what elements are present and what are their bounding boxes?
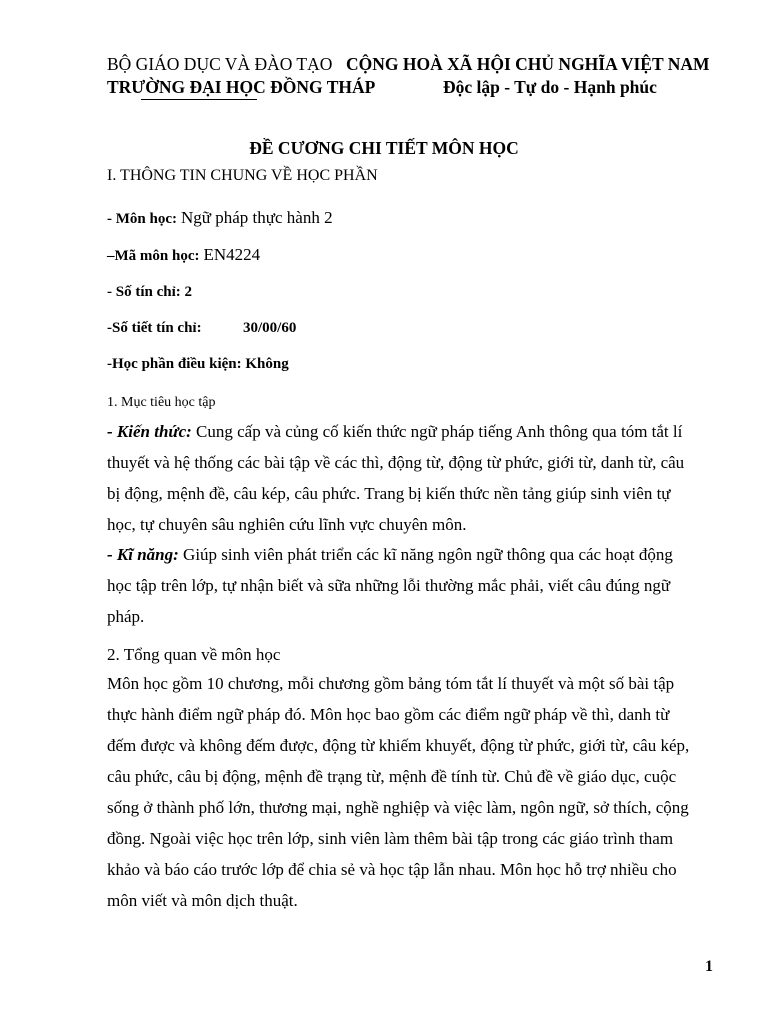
overview-line: khảo và báo cáo trước lớp để chia sẻ và học tập lẫn nhau. Môn học hỗ trợ nhiều cho bbox=[107, 860, 677, 879]
skills-line: pháp. bbox=[107, 607, 145, 626]
country-name: CỘNG HOÀ XÃ HỘI CHỦ NGHĨA VIỆT NAM bbox=[346, 54, 710, 74]
knowledge-line: thuyết và hệ thống các bài tập về các thì, động từ, động từ phức, giới từ, danh từ, câu bbox=[107, 453, 685, 472]
skills-line: - Kĩ năng: Giúp sinh viên phát triển các kĩ năng ngôn ngữ thông qua các hoạt động bbox=[107, 545, 673, 564]
subject-row bbox=[107, 208, 333, 228]
overview-line: môn viết và môn dịch thuật. bbox=[107, 891, 298, 910]
knowledge-label: - Kiến thức: bbox=[107, 422, 192, 441]
periods-value: 30/00/60 bbox=[243, 320, 297, 336]
national-motto: Độc lập - Tự do - Hạnh phúc bbox=[443, 77, 657, 97]
document-title: ĐỀ CƯƠNG CHI TIẾT MÔN HỌC bbox=[249, 138, 519, 158]
overview-line: thực hành điểm ngữ pháp đó. Môn học bao gồm các điểm ngữ pháp về thì, danh từ bbox=[107, 705, 670, 724]
overview-line: câu phức, câu bị động, mệnh đề trạng từ, mệnh đề tính từ. Chủ đề về giáo dục, cuộc bbox=[107, 767, 677, 786]
objectives-heading: 1. Mục tiêu học tập bbox=[107, 395, 216, 410]
header-underline bbox=[141, 99, 257, 100]
overview-line: đếm được và không đếm được, động từ khiếm khuyết, động từ phức, giới từ, câu kép, bbox=[107, 736, 690, 755]
course-code-row bbox=[107, 245, 260, 265]
course-code-label: –Mã môn học: bbox=[107, 248, 200, 264]
page-number: 1 bbox=[705, 958, 713, 975]
university-name: TRƯỜNG ĐẠI HỌC ĐỒNG THÁP bbox=[107, 77, 376, 97]
knowledge-line: - Kiến thức: Cung cấp và củng cố kiến thức ngữ pháp tiếng Anh thông qua tóm tắt lí bbox=[107, 422, 683, 441]
course-code-value: EN4224 bbox=[203, 245, 261, 264]
skills-label: - Kĩ năng: bbox=[107, 545, 179, 564]
ministry-name: BỘ GIÁO DỤC VÀ ĐÀO TẠO bbox=[107, 54, 333, 74]
knowledge-paragraph bbox=[107, 416, 717, 540]
prerequisite: -Học phần điều kiện: Không bbox=[107, 356, 289, 372]
knowledge-line: bị động, mệnh đề, câu kép, câu phức. Trang bị kiến thức nền tảng giúp sinh viên tự bbox=[107, 484, 671, 503]
section-general-info-heading: I. THÔNG TIN CHUNG VỀ HỌC PHẦN bbox=[107, 167, 378, 184]
overview-line: Môn học gồm 10 chương, mỗi chương gồm bảng tóm tắt lí thuyết và một số bài tập bbox=[107, 674, 675, 693]
overview-line: đồng. Ngoài việc học trên lớp, sinh viên làm thêm bài tập trong các giáo trình tham bbox=[107, 829, 674, 848]
periods-label: -Số tiết tín chỉ: bbox=[107, 320, 202, 336]
overview-paragraph bbox=[107, 668, 717, 916]
knowledge-line: học, tự chuyên sâu nghiên cứu lĩnh vực chuyên môn. bbox=[107, 515, 467, 534]
subject-value: Ngữ pháp thực hành 2 bbox=[181, 208, 333, 227]
overview-heading: 2. Tổng quan về môn học bbox=[107, 645, 281, 664]
subject-label: - Môn học: bbox=[107, 211, 177, 227]
overview-line: sống ở thành phố lớn, thương mại, nghề nghiệp và việc làm, ngôn ngữ, sở thích, cộng bbox=[107, 798, 689, 817]
skills-paragraph bbox=[107, 539, 717, 632]
skills-line: học tập trên lớp, tự nhận biết và sữa những lỗi thường mắc phải, viết câu đúng ngữ bbox=[107, 576, 671, 595]
credits: - Số tín chỉ: 2 bbox=[107, 284, 193, 300]
